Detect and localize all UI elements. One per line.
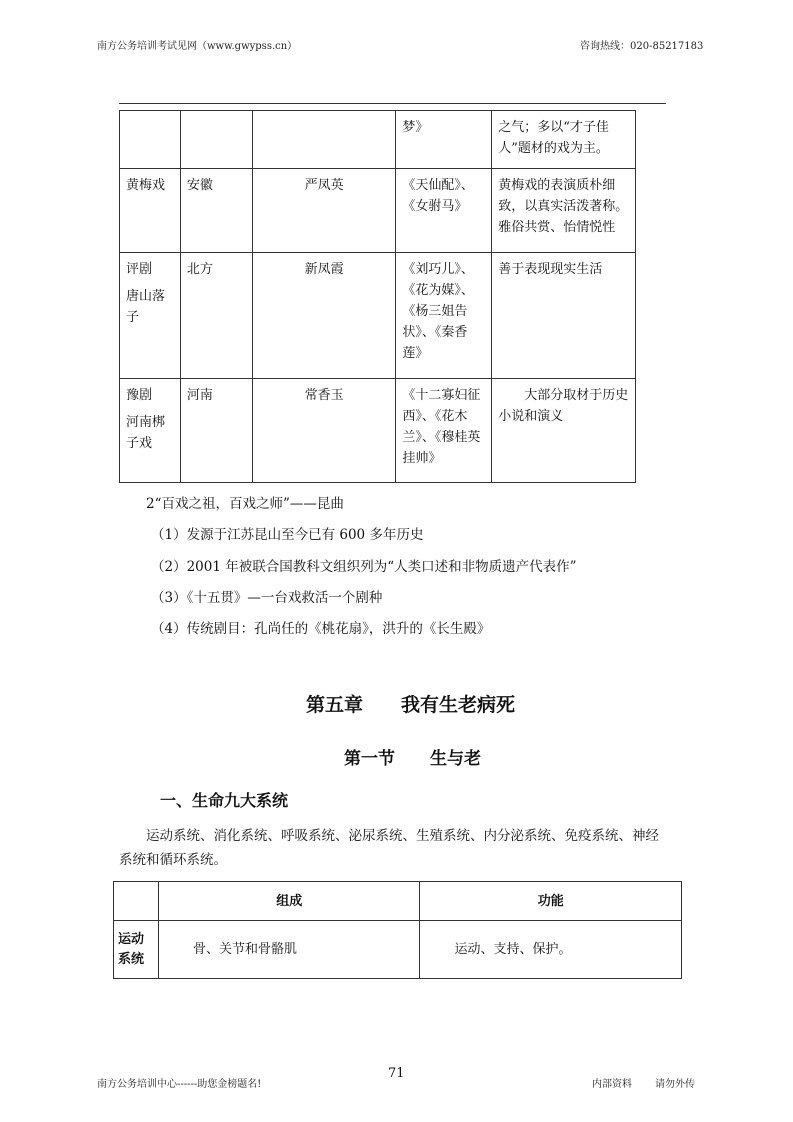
opera-feature: 黄梅戏的表演质朴细致，以真实活泼著称。雅俗共赏、怡情悦性	[492, 169, 636, 253]
section-number: 第一节	[344, 749, 395, 769]
system-composition: 骨、关节和骨骼肌	[158, 921, 420, 979]
opera-feature: 善于表现现实生活	[492, 253, 636, 379]
footer-notice: 请勿外传	[655, 1079, 695, 1090]
opera-region	[180, 111, 252, 169]
systems-paragraph-line2: 系统和循环系统。	[119, 852, 227, 868]
table-header-row	[114, 882, 682, 921]
opera-region: 河南	[180, 379, 252, 483]
systems-paragraph-line1: 运动系统、消化系统、呼吸系统、泌尿系统、生殖系统、内分泌系统、免疫系统、神经	[146, 828, 659, 844]
footer-internal: 内部资料	[592, 1079, 632, 1090]
table-row	[120, 253, 636, 379]
opera-works: 《十二寡妇征西》、《花木兰》、《穆桂英挂帅》	[396, 379, 492, 483]
opera-name-cell	[120, 253, 181, 379]
system-name-cell	[114, 921, 159, 979]
opera-name	[120, 111, 181, 169]
system-table	[113, 881, 682, 979]
table-header-function: 功能	[420, 882, 682, 921]
table-row	[120, 169, 636, 253]
system-function: 运动、支持、保护。	[420, 921, 682, 979]
header-rule	[119, 103, 666, 104]
section-title: 生与老	[430, 749, 481, 769]
opera-region: 安徽	[180, 169, 252, 253]
opera-name-cell	[120, 379, 181, 483]
table-header-composition: 组成	[158, 882, 420, 921]
opera-name: 黄梅戏	[120, 169, 181, 253]
table-row	[120, 111, 636, 169]
opera-actor: 常香玉	[252, 379, 396, 483]
kunqu-item: （2）2001 年被联合国教科文组织列为“人类口述和非物质遗产代表作”	[151, 559, 577, 575]
opera-feature: 之气；多以“才子佳人”题材的戏为主。	[492, 111, 636, 169]
footer-left: 南方公务培训中心------助您金榜题名!	[97, 1079, 262, 1090]
opera-actor: 严凤英	[252, 169, 396, 253]
opera-works: 梦》	[396, 111, 492, 169]
kunqu-item: （3）《十五贯》—一台戏救活一个剧种	[151, 590, 383, 606]
subsection-title: 一、生命九大系统	[160, 791, 289, 810]
opera-alias: 河南梆子戏	[126, 415, 166, 451]
opera-alias: 唐山落子	[126, 289, 166, 325]
kunqu-item: （1）发源于江苏昆山至今已有 600 多年历史	[151, 527, 424, 543]
page-number: 71	[388, 1066, 405, 1081]
opera-feature: 大部分取材于历史小说和演义	[492, 379, 636, 483]
opera-actor	[252, 111, 396, 169]
header-right: 咨询热线：020-85217183	[580, 41, 704, 52]
opera-table	[119, 110, 636, 483]
chapter-number: 第五章	[306, 694, 364, 716]
header-left: 南方公务培训考试见网（www.gwypss.cn）	[97, 41, 298, 52]
table-row	[120, 379, 636, 483]
opera-works: 《刘巧儿》、《花为媒》、《杨三姐告状》、《秦香莲》	[396, 253, 492, 379]
system-name: 系统	[118, 951, 145, 967]
opera-region: 北方	[180, 253, 252, 379]
opera-actor: 新凤霞	[252, 253, 396, 379]
system-name: 运动	[118, 931, 145, 947]
opera-name: 豫剧	[126, 388, 153, 403]
table-row	[114, 921, 682, 979]
opera-works: 《天仙配》、《女驸马》	[396, 169, 492, 253]
opera-name: 评剧	[126, 262, 153, 277]
table-header-empty	[114, 882, 159, 921]
kunqu-title: 2“百戏之祖，百戏之师”——昆曲	[146, 496, 344, 512]
kunqu-item: （4）传统剧目：孔尚任的《桃花扇》，洪升的《长生殿》	[151, 621, 491, 637]
chapter-title: 我有生老病死	[401, 694, 516, 716]
